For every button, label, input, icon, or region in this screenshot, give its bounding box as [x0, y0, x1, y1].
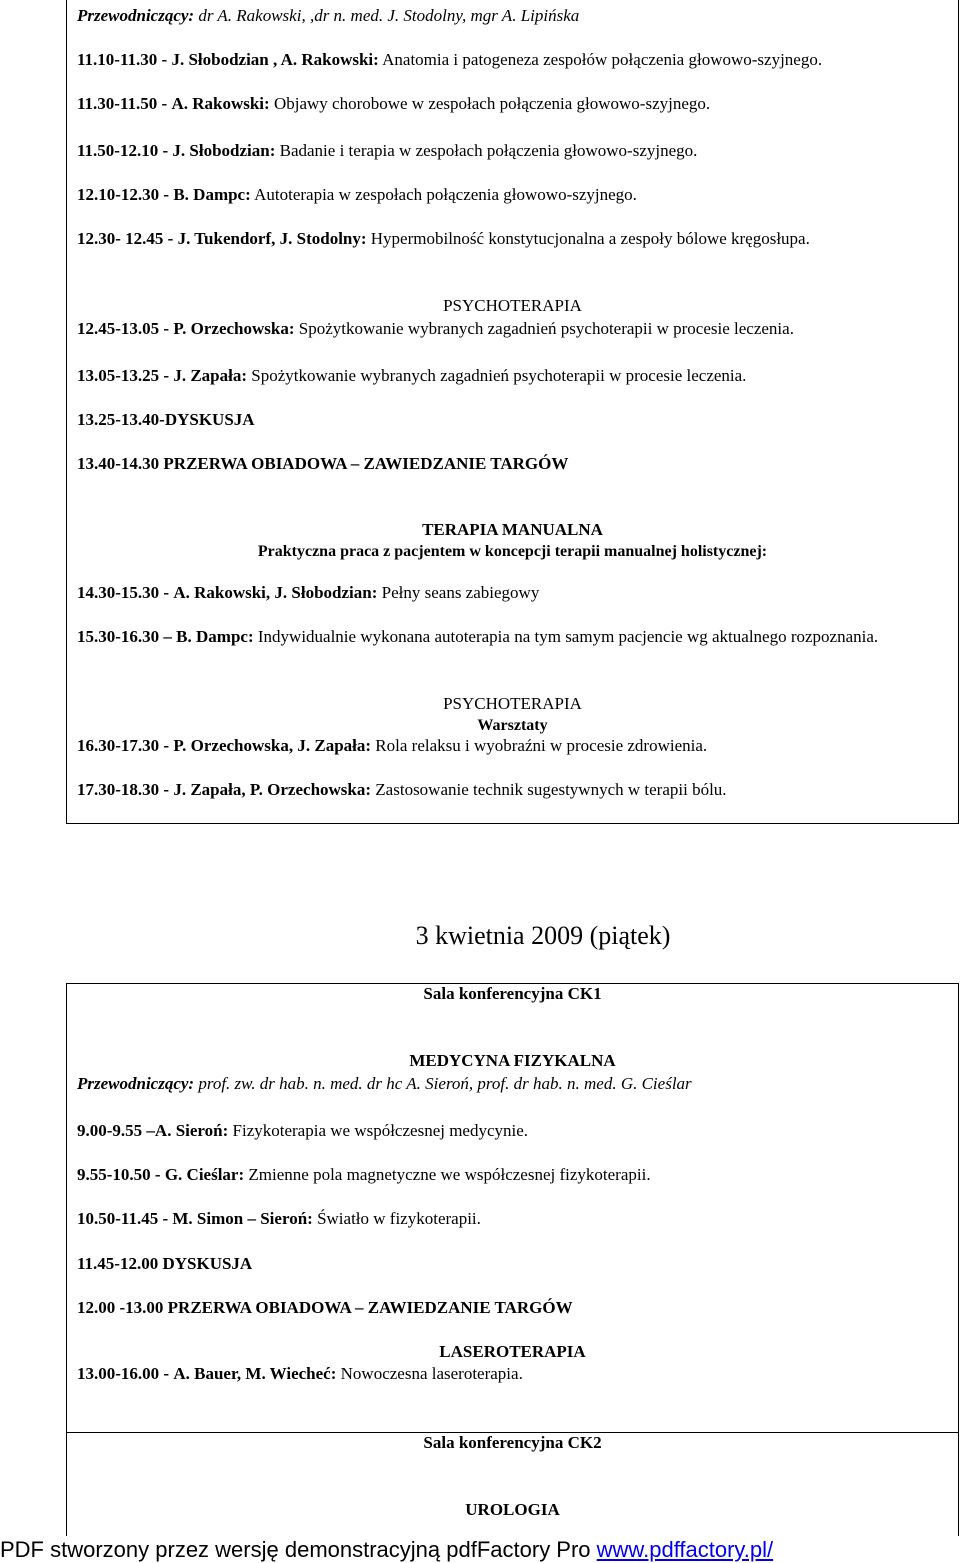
footer-link[interactable]: www.pdffactory.pl/ [596, 1537, 774, 1562]
chair-line [77, 1073, 692, 1095]
item-topic: Pełny seans zabiegowy [377, 583, 540, 602]
item-speakers: P. Orzechowska, J. Zapała: [173, 736, 372, 755]
program-item [77, 779, 727, 801]
item-speakers: P. Orzechowska: [173, 319, 295, 338]
section-subheading: Praktyczna praca z pacjentem w koncepcji terapii manualnej holistycznej: [257, 543, 768, 560]
item-speakers: M. Simon – Sieroń: [172, 1209, 313, 1228]
item-topic: Rola relaksu i wyobraźni w procesie zdrowienia. [371, 736, 708, 755]
pdf-footer [0, 1536, 960, 1563]
item-topic: Fizykoterapia we współczesnej medycynie. [228, 1121, 529, 1140]
program-item [77, 228, 810, 250]
item-speakers: G. Cieślar: [164, 1165, 245, 1184]
item-topic: Indywidualnie wykonana autoterapia na tym samym pacjencie wg aktualnego rozpoznania. [253, 627, 879, 646]
section-heading: LASEROTERAPIA [439, 1342, 586, 1361]
item-time: 9.00-9.55 – [77, 1121, 155, 1140]
item-speakers: J. Zapała, P. Orzechowska: [173, 780, 372, 799]
item-speakers: J. Słobodzian: [172, 141, 276, 160]
chair-line [77, 5, 579, 27]
program-item [77, 49, 822, 71]
item-speakers: B. Dampc: [173, 185, 251, 204]
program-item [77, 93, 710, 115]
item-topic: Badanie i terapia w zespołach połączenia głowowo-szyjnego. [275, 141, 698, 160]
item-time: 17.30-18.30 - [77, 780, 170, 799]
item-time: 14.30-15.30 - [77, 583, 170, 602]
chair-names: dr A. Rakowski, ,dr n. med. J. Stodolny, mgr A. Lipińska [194, 6, 580, 25]
item-time: 12.10-12.30 - [77, 185, 170, 204]
item-time: 15.30-16.30 – [77, 627, 172, 646]
program-item [77, 582, 539, 604]
section-heading: PSYCHOTERAPIA [443, 296, 582, 315]
room-name: Sala konferencyjna CK1 [423, 984, 602, 1003]
room-name: Sala konferencyjna CK2 [423, 1433, 602, 1452]
item-topic: Hypermobilność konstytucjonalna a zespoły bólowe kręgosłupa. [366, 229, 810, 248]
footer-text: PDF stworzony przez wersję demonstracyjną pdfFactory Pro [0, 1537, 597, 1562]
item-time: 16.30-17.30 - [77, 736, 170, 755]
item-topic: Światło w fizykoterapii. [312, 1209, 481, 1228]
program-item [77, 318, 794, 340]
item-speakers: A. Sieroń: [154, 1121, 229, 1140]
program-item [77, 626, 948, 648]
chair-label: Przewodniczący: [77, 1074, 195, 1093]
item-topic: Objawy chorobowe w zespołach połączenia głowowo-szyjnego. [269, 94, 711, 113]
item-speakers: J. Słobodzian , A. Rakowski: [171, 50, 379, 69]
item-time: 11.10-11.30 - [77, 50, 168, 69]
chair-names: prof. zw. dr hab. n. med. dr hc A. Sieroń, prof. dr hab. n. med. G. Cieślar [194, 1074, 692, 1093]
item-speakers: A. Rakowski: [171, 94, 270, 113]
item-speakers: B. Dampc: [176, 627, 254, 646]
day-heading: 3 kwietnia 2009 (piątek) [415, 921, 671, 950]
lunch-break: 13.40-14.30 PRZERWA OBIADOWA – ZAWIEDZANIE TARGÓW [77, 454, 569, 473]
item-time: 13.00-16.00 - [77, 1364, 170, 1383]
item-topic: Zmienne pola magnetyczne we współczesnej fizykoterapii. [244, 1165, 651, 1184]
program-item [77, 1120, 528, 1142]
item-time: 12.30- 12.45 - [77, 229, 174, 248]
lunch-break: 12.00 -13.00 PRZERWA OBIADOWA – ZAWIEDZANIE TARGÓW [77, 1298, 573, 1317]
program-item [77, 1208, 481, 1230]
program-item [77, 1164, 651, 1186]
item-topic: Autoterapia w zespołach połączenia głowowo-szyjnego. [250, 185, 637, 204]
discussion: 11.45-12.00 DYSKUSJA [77, 1254, 253, 1273]
program-item [77, 140, 697, 162]
item-topic: Spożytkowanie wybranych zagadnień psychoterapii w procesie leczenia. [294, 319, 794, 338]
item-speakers: A. Bauer, M. Wiecheć: [173, 1364, 337, 1383]
program-item [77, 735, 707, 757]
item-topic: Zastosowanie technik sugestywnych w terapii bólu. [371, 780, 727, 799]
section-heading: MEDYCYNA FIZYKALNA [409, 1051, 616, 1070]
item-time: 9.55-10.50 - [77, 1165, 161, 1184]
item-time: 13.05-13.25 - [77, 366, 170, 385]
item-speakers: J. Tukendorf, J. Stodolny: [177, 229, 367, 248]
program-item [77, 365, 746, 387]
discussion: 13.25-13.40-DYSKUSJA [77, 410, 255, 429]
section-heading: UROLOGIA [465, 1500, 560, 1519]
item-time: 12.45-13.05 - [77, 319, 170, 338]
item-topic: Spożytkowanie wybranych zagadnień psychoterapii w procesie leczenia. [247, 366, 747, 385]
section-subheading: Warsztaty [477, 717, 548, 734]
item-topic: Nowoczesna laseroterapia. [336, 1364, 523, 1383]
item-time: 11.50-12.10 - [77, 141, 169, 160]
item-speakers: A. Rakowski, J. Słobodzian: [173, 583, 378, 602]
program-item [77, 184, 637, 206]
item-time: 11.30-11.50 - [77, 94, 168, 113]
item-speakers: J. Zapała: [173, 366, 248, 385]
section-heading: PSYCHOTERAPIA [443, 694, 582, 713]
program-item [77, 1363, 523, 1385]
chair-label: Przewodniczący: [77, 6, 195, 25]
section-heading: TERAPIA MANUALNA [422, 520, 603, 539]
item-topic: Anatomia i patogeneza zespołów połączenia głowowo-szyjnego. [378, 50, 823, 69]
item-time: 10.50-11.45 - [77, 1209, 169, 1228]
